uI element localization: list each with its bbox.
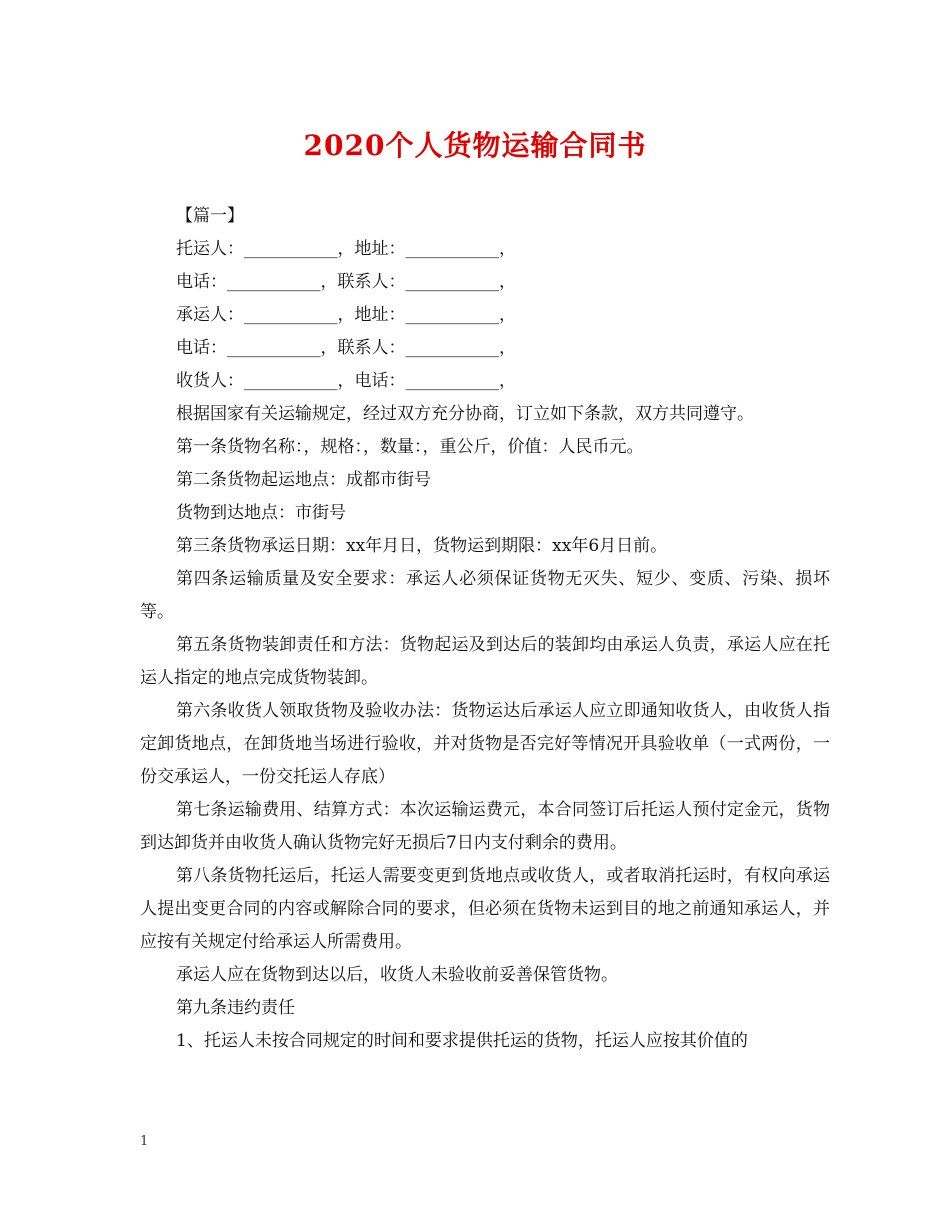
clause-8-changes: 第八条货物托运后，托运人需要变更到货地点或收货人，或者取消托运时，有权向承运人提出变更合同的内容或解除合同的要求，但必须在货物未运到目的地之前通知承运人，并应按有关规定付给承运人所需费用。 — [140, 866, 830, 952]
clause-8-custody: 承运人应在货物到达以后，收货人未验收前妥善保管货物。 — [176, 965, 618, 985]
clause-4-quality: 第四条运输质量及安全要求：承运人必须保证货物无灭失、短少、变质、污染、损坏等。 — [140, 569, 830, 622]
clause-9-heading: 第九条违约责任 — [176, 998, 295, 1018]
clause-1-goods: 第一条货物名称：，规格：，数量：，重公斤，价值：人民币元。 — [176, 437, 644, 457]
clause-7-fees: 第七条运输费用、结算方式：本次运输运费元，本合同签订后托运人预付定金元，货物到达卸货并由收货人确认货物完好无损后7日内支付剩余的费用。 — [140, 800, 830, 853]
form-line-shipper: 托运人：___________，地址：___________， — [176, 239, 516, 259]
clause-5-loading: 第五条货物装卸责任和方法：货物起运及到达后的装卸均由承运人负责，承运人应在托运人指定的地点完成货物装卸。 — [140, 635, 830, 688]
document-title: 2020个人货物运输合同书 — [303, 129, 647, 162]
clause-3-dates: 第三条货物承运日期：xx年月日，货物运到期限：xx年6月日前。 — [176, 536, 668, 556]
form-line-carrier: 承运人：___________，地址：___________， — [176, 305, 516, 325]
clause-preamble: 根据国家有关运输规定，经过双方充分协商，订立如下条款，双方共同遵守。 — [176, 404, 754, 424]
clause-2-destination: 货物到达地点：市街号 — [176, 503, 346, 523]
clause-9-item-1: 1、托运人未按合同规定的时间和要求提供托运的货物，托运人应按其价值的 — [176, 1031, 748, 1051]
clause-2-origin: 第二条货物起运地点：成都市街号 — [176, 470, 431, 490]
form-line-carrier-phone: 电话：___________，联系人：___________， — [176, 338, 516, 358]
form-line-shipper-phone: 电话：___________，联系人：___________， — [176, 272, 516, 292]
page-number: 1 — [140, 1134, 149, 1149]
document-body — [140, 200, 830, 1058]
clause-6-receipt: 第六条收货人领取货物及验收办法：货物运达后承运人应立即通知收货人，由收货人指定卸货地点，在卸货地当场进行验收，并对货物是否完好等情况开具验收单（一式两份，一份交承运人，一份交托运人存底） — [140, 701, 830, 787]
form-line-consignee: 收货人：___________，电话：___________， — [176, 371, 516, 391]
section-heading: 【篇一】 — [176, 206, 244, 226]
